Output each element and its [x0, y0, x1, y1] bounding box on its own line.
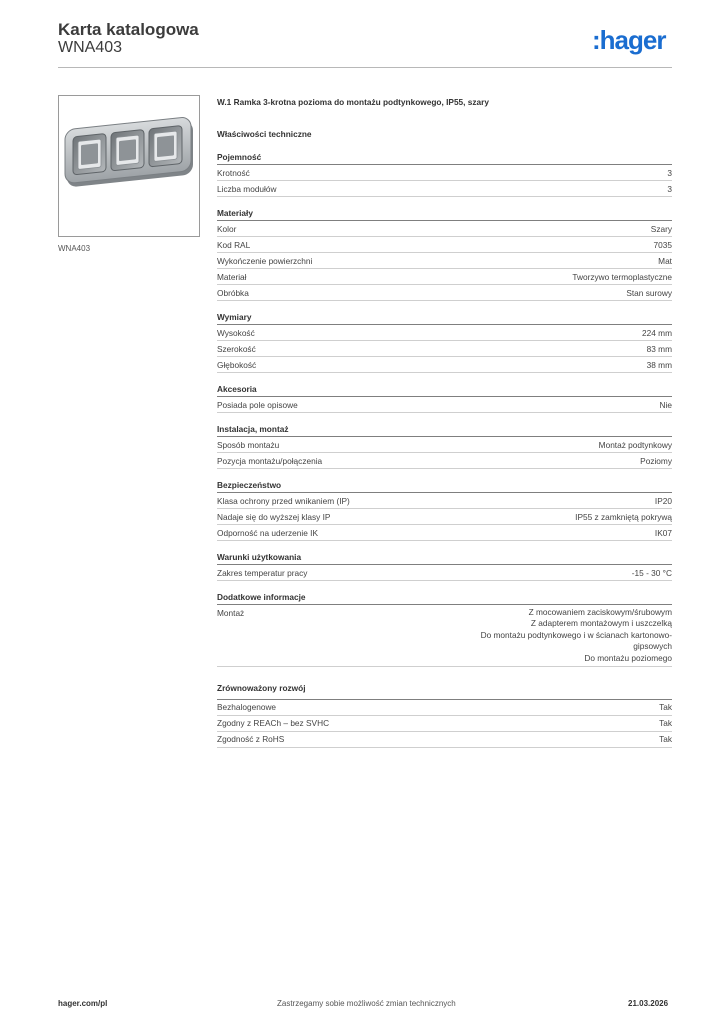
frame-illustration: [59, 96, 199, 236]
spec-row: [217, 700, 672, 716]
spec-group: [217, 478, 672, 541]
spec-label: Liczba modułów: [217, 183, 277, 194]
image-caption: WNA403: [58, 244, 91, 253]
spec-label: Posiada pole opisowe: [217, 399, 298, 410]
spec-group: [217, 422, 672, 469]
spec-value: Szary: [650, 223, 672, 234]
spec-row: [217, 253, 672, 269]
spec-value: 38 mm: [646, 359, 672, 370]
spec-row: [217, 341, 672, 357]
spec-value: Montaż podtynkowy: [598, 439, 672, 450]
spec-row: [217, 493, 672, 509]
group-heading: Zrównoważony rozwój: [217, 682, 306, 693]
value-line: Z adapterem montażowym i uszczelką: [530, 618, 672, 628]
spec-row: [217, 397, 672, 413]
spec-label: Szerokość: [217, 343, 256, 354]
spec-group: [217, 206, 672, 301]
spec-label: Wysokość: [217, 327, 255, 338]
spec-label: Kolor: [217, 223, 237, 234]
value-line: Do montażu podtynkowego i w ścianach kartonowo-: [480, 629, 672, 640]
spec-label: Zakres temperatur pracy: [217, 567, 308, 578]
spec-label: Obróbka: [217, 287, 249, 298]
spec-row: [217, 181, 672, 197]
spec-label: Krotność: [217, 167, 250, 178]
spec-row: [217, 453, 672, 469]
spec-label: Pozycja montażu/połączenia: [217, 455, 323, 466]
spec-label: Klasa ochrony przed wnikaniem (IP): [217, 495, 350, 506]
spec-value: 224 mm: [642, 327, 672, 338]
spec-value: IP55 z zamkniętą pokrywą: [575, 511, 672, 522]
spec-label: Materiał: [217, 271, 247, 282]
spec-row: [217, 325, 672, 341]
group-heading: Warunki użytkowania: [217, 552, 302, 562]
specification-content: [217, 95, 672, 757]
footer-disclaimer: Zastrzegamy sobie możliwość zmian technicznych: [277, 999, 456, 1008]
spec-row: [217, 732, 672, 748]
spec-label: Zgodność z RoHS: [217, 734, 285, 744]
product-code: WNA403: [58, 39, 123, 56]
spec-label: Nadaje się do wyższej klasy IP: [217, 511, 331, 522]
group-heading: Dodatkowe informacje: [217, 592, 306, 602]
spec-group: [217, 550, 672, 581]
value-line: Z mocowaniem zaciskowym/śrubowym: [528, 606, 672, 617]
value-line: Do montażu poziomego: [584, 652, 672, 663]
spec-value: Nie: [659, 399, 672, 410]
spec-row: [217, 357, 672, 373]
spec-row: [217, 269, 672, 285]
spec-row: [217, 165, 672, 181]
footer-website-link[interactable]: hager.com/pl: [58, 999, 108, 1008]
spec-label: Montaż: [217, 607, 245, 618]
spec-row: [217, 605, 672, 667]
spec-value: 3: [667, 183, 672, 194]
spec-value: IK07: [654, 527, 672, 538]
group-heading: Bezpieczeństwo: [217, 480, 282, 490]
spec-row: [217, 525, 672, 541]
sustainability-group: [217, 681, 672, 748]
spec-label: Zgodny z REACh – bez SVHC: [217, 718, 330, 728]
spec-group: [217, 382, 672, 413]
spec-value: Mat: [658, 255, 672, 266]
spec-value: [481, 607, 672, 665]
product-image: [58, 95, 200, 237]
group-heading: Pojemność: [217, 152, 262, 162]
spec-label: Głębokość: [217, 359, 257, 370]
spec-label: Sposób montażu: [217, 439, 280, 450]
spec-row: [217, 716, 672, 732]
spec-value: 83 mm: [646, 343, 672, 354]
spec-value: IP20: [654, 495, 672, 506]
spec-groups: [217, 150, 672, 581]
spec-row: [217, 285, 672, 301]
hager-logo: [592, 27, 674, 57]
spec-row: [217, 221, 672, 237]
technical-properties-heading: Właściwości techniczne: [217, 129, 312, 139]
group-heading: Materiały: [217, 208, 253, 218]
spec-row: [217, 437, 672, 453]
spec-row: [217, 237, 672, 253]
value-line: gipsowych: [633, 641, 672, 651]
spec-value: -15 - 30 °C: [631, 567, 672, 578]
spec-label: Kod RAL: [217, 239, 251, 250]
group-heading: Wymiary: [217, 312, 252, 322]
spec-value: Poziomy: [640, 455, 672, 466]
spec-row: [217, 565, 672, 581]
spec-value: Tak: [659, 702, 672, 712]
spec-label: Odporność na uderzenie IK: [217, 527, 319, 538]
spec-value: 7035: [653, 239, 672, 250]
product-title: W.1 Ramka 3-krotna pozioma do montażu podtynkowego, IP55, szary: [217, 97, 490, 107]
hager-logo-text: :hager: [592, 27, 666, 55]
spec-label: Wykończenie powierzchni: [217, 255, 313, 266]
spec-group: [217, 150, 672, 197]
spec-group: [217, 310, 672, 373]
header-divider: [58, 67, 672, 68]
group-heading: Akcesoria: [217, 384, 257, 394]
spec-value: 3: [667, 167, 672, 178]
spec-value: Tak: [659, 734, 672, 744]
footer-date: 21.03.2026: [628, 999, 669, 1008]
spec-value: Stan surowy: [626, 287, 672, 298]
document-title: Karta katalogowa: [58, 20, 199, 39]
spec-label: Bezhalogenowe: [217, 702, 277, 712]
spec-row: [217, 509, 672, 525]
spec-value: Tworzywo termoplastyczne: [572, 271, 672, 282]
spec-value: Tak: [659, 718, 672, 728]
group-heading: Instalacja, montaż: [217, 424, 289, 434]
additional-info-group: [217, 590, 672, 667]
